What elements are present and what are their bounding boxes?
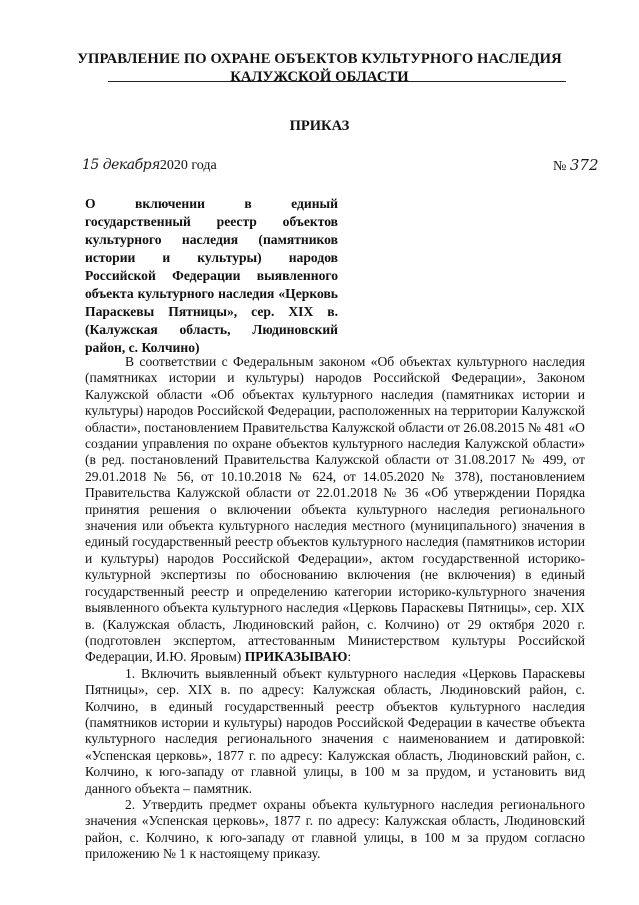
preamble-paragraph	[85, 354, 585, 666]
printed-year: 2020 года	[159, 158, 217, 173]
document-title: ПРИКАЗ	[289, 118, 350, 134]
order-item-1: 1. Включить выявленный объект культурного наследия «Церковь Параскевы Пятницы», сер. XIX в. по адресу: Калужская область, Людиновский район, с. Колчино, в единый государственный реестр объектов культурного наследия (памятников истории и культуры) народов Российской Федерации в качестве объекта культурного наследия регионального значения с наименованием и датировкой: «Успенская церковь», 1877 г. по адресу: Калужская область, Людиновский район, с. Колчино, к юго-западу от главной улицы, в 100 м за прудом, и установить вид данного объекта – памятник.	[85, 665, 585, 796]
orders-keyword: ПРИКАЗЫВАЮ	[244, 649, 348, 665]
order-date	[82, 157, 217, 174]
header-underline	[108, 81, 566, 82]
number-sign: №	[553, 159, 567, 174]
handwritten-number: 372	[569, 156, 599, 174]
orders-colon: :	[347, 649, 352, 665]
issuer-line-1: УПРАВЛЕНИЕ ПО ОХРАНЕ ОБЪЕКТОВ КУЛЬТУРНОГО НАСЛЕДИЯ	[77, 51, 562, 67]
issuer-line-2: КАЛУЖСКОЙ ОБЛАСТИ	[230, 69, 409, 85]
preamble-text: В соответствии с Федеральным законом «Об объектах культурного наследия (памятниках истории и культуры) народов Российской Федерации», Законом Калужской области «Об объектах культурного наследия (памятниках истории и культуры) народов Российской Федерации, расположенных на территории Калужской области», постановлением Правительства Калужской области от 26.08.2015 № 481 «О создании управления по охране объектов культурного наследия Калужской области» (в ред. постановлений Правительства Калужской области от 31.08.2017 № 499, от 29.01.2018 № 56, от 10.10.2018 № 624, от 14.05.2020 № 378), постановлением Правительства Калужской области от 22.01.2018 № 36 «Об утверждении Порядка принятия решения о включении объекта культурного наследия регионального значения или объекта культурного наследия местного (муниципального) значения в единый государственный реестр объектов культурного наследия (памятников истории и культуры) народов Российской Федерации», актом государственной историко-культурной экспертизы по обоснованию включения (не включения) в единый государственный реестр и определению категории историко-культурного значения выявленного объекта культурного наследия «Церковь Параскевы Пятницы», сер. XIX в. (Калужская область, Людиновский район, с. Колчино) от 29 октября 2020 г. (подготовлен экспертом, аттестованным Министерством культуры Российской Федерации, И.Ю. Яровым)	[85, 354, 585, 665]
order-item-2: 2. Утвердить предмет охраны объекта культурного наследия регионального значения «Успенская церковь», 1877 г. по адресу: Калужская область, Людиновский район, с. Колчино, к юго-западу от главной улицы, в 100 м за прудом согласно приложению № 1 к настоящему приказу.	[85, 796, 585, 862]
order-body	[85, 354, 585, 863]
order-number	[553, 156, 599, 175]
order-subject: О включении в единый государственный реестр объектов культурного наследия (памятников истории и культуры) народов Российской Федерации выявленного объекта культурного наследия «Церковь Параскевы Пятницы», сер. XIX в. (Калужская область, Людиновский район, с. Колчино)	[85, 196, 338, 355]
handwritten-date: 15 декабря	[82, 157, 160, 173]
